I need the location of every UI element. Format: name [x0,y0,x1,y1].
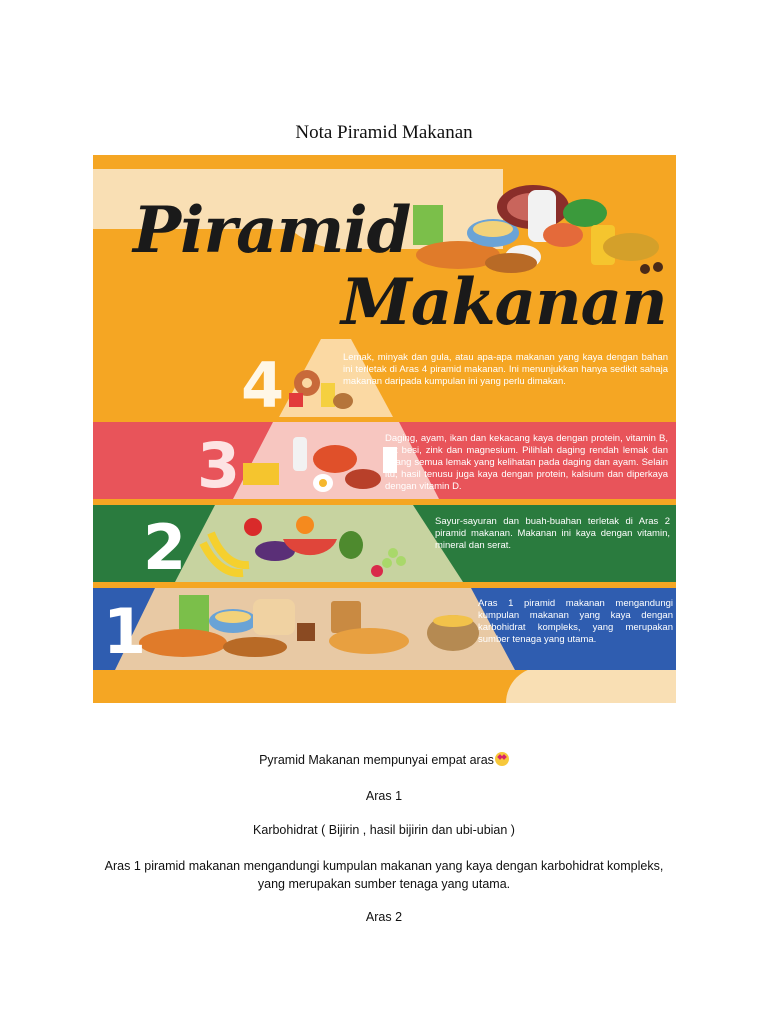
level-1-description: Aras 1 piramid makanan mengandungi kumpulan makanan yang kaya dengan karbohidrat kompleks, yang merupakan sumber tenaga yang utama. [478,598,673,645]
infographic-title-line1: Piramid [133,193,411,268]
document-title: Nota Piramid Makanan [295,122,473,143]
level-3-description: Daging, ayam, ikan dan kekacang kaya dengan protein, vitamin B, zat besi, zink dan magnesium. Pilihlah daging rendah lemak dan buang semua lemak yang kelihatan pada daging dan ayam. Selain itu, hasil tenusu juga kaya dengan protein, kalsium dan diperkaya dengan vitamin D. [385,433,668,492]
aras-1-subtitle: Karbohidrat ( Bijirin , hasil bijirin dan ubi-ubian ) [253,823,515,837]
level-3-number: 3 [197,429,241,502]
food-pyramid-infographic [93,155,676,703]
infographic-title-line2: Makanan [341,265,667,340]
aras-1-description-line1: Aras 1 piramid makanan mengandungi kumpulan makanan yang kaya dengan karbohidrat kompleks, [104,859,664,873]
level-2-number: 2 [143,511,187,584]
level-2-description: Sayur-sayuran dan buah-buahan terletak di Aras 2 piramid makanan. Makanan ini kaya dengan vitamin, mineral dan serat. [435,516,670,551]
aras-2-heading: Aras 2 [365,910,403,924]
aras-1-heading: Aras 1 [365,789,403,803]
aras-1-description [0,857,768,893]
aras-1-description-line2: yang merupakan sumber tenaga yang utama. [257,877,511,891]
level-1-number: 1 [103,595,147,668]
level-4-number: 4 [241,349,285,422]
level-4-description: Lemak, minyak dan gula, atau apa-apa makanan yang kaya dengan bahan ini terletak di Aras 4 piramid makanan. Ini menunjukkan hanya sedikit sahaja makanan daripada kumpulan ini yang perlu dimakan. [343,352,668,387]
intro-text: Pyramid Makanan mempunyai empat aras [259,753,494,767]
intro-paragraph [0,752,768,767]
star-struck-emoji-icon [495,752,509,766]
